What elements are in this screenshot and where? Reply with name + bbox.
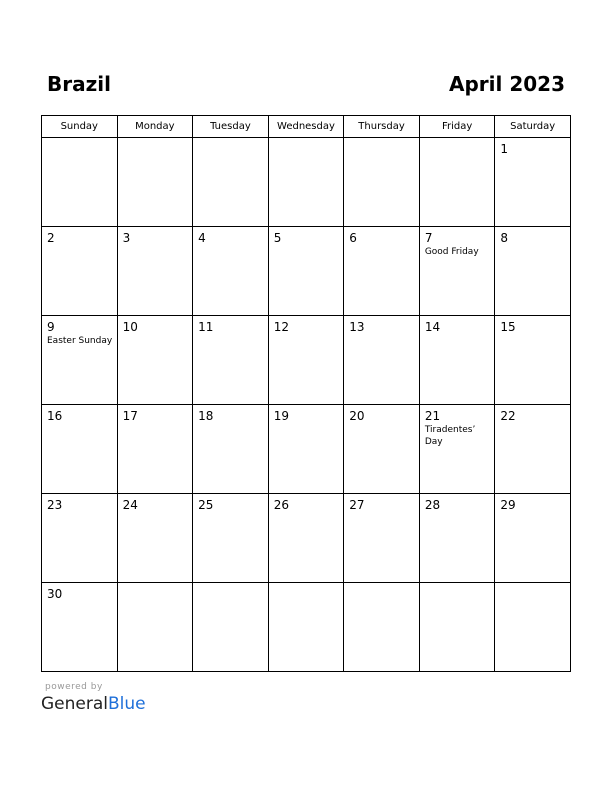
week-row bbox=[42, 227, 571, 316]
footer bbox=[41, 681, 146, 714]
weekday-saturday: Saturday bbox=[495, 116, 571, 138]
day-cell bbox=[117, 583, 193, 672]
day-cell bbox=[419, 583, 495, 672]
day-cell bbox=[419, 227, 495, 316]
generalblue-logo[interactable] bbox=[41, 694, 146, 714]
day-number: 20 bbox=[349, 409, 365, 423]
day-number: 9 bbox=[47, 320, 55, 334]
day-number: 17 bbox=[122, 409, 138, 423]
day-number: 19 bbox=[273, 409, 289, 423]
holiday-label: Tiradentes’ Day bbox=[424, 425, 476, 447]
day-cell bbox=[42, 138, 118, 227]
day-cell bbox=[419, 494, 495, 583]
weekday-thursday: Thursday bbox=[344, 116, 420, 138]
day-number: 2 bbox=[47, 231, 55, 245]
day-number: 13 bbox=[349, 320, 365, 334]
day-number: 16 bbox=[47, 409, 63, 423]
weekday-friday: Friday bbox=[419, 116, 495, 138]
week-row bbox=[42, 405, 571, 494]
day-number: 3 bbox=[122, 231, 131, 245]
day-cell bbox=[42, 583, 118, 672]
day-number: 10 bbox=[122, 320, 138, 334]
powered-by-text: powered by bbox=[45, 682, 103, 692]
day-number: 30 bbox=[47, 587, 63, 601]
day-number: 28 bbox=[424, 498, 441, 512]
calendar-body bbox=[42, 138, 571, 672]
month-year-title: April 2023 bbox=[449, 72, 565, 96]
day-number: 1 bbox=[500, 142, 509, 156]
day-cell bbox=[344, 138, 420, 227]
day-number: 4 bbox=[198, 231, 206, 245]
day-cell bbox=[344, 405, 420, 494]
day-cell bbox=[268, 405, 344, 494]
day-cell bbox=[268, 583, 344, 672]
day-number: 18 bbox=[198, 409, 214, 423]
holiday-label: Good Friday bbox=[424, 247, 479, 257]
week-row bbox=[42, 583, 571, 672]
day-cell bbox=[193, 227, 269, 316]
week-row bbox=[42, 316, 571, 405]
weekday-sunday: Sunday bbox=[42, 116, 118, 138]
day-cell bbox=[42, 227, 118, 316]
week-row bbox=[42, 138, 571, 227]
day-cell bbox=[268, 138, 344, 227]
day-number: 5 bbox=[273, 231, 282, 245]
day-cell bbox=[419, 316, 495, 405]
day-number: 25 bbox=[198, 498, 214, 512]
day-cell bbox=[495, 405, 571, 494]
day-cell bbox=[344, 227, 420, 316]
brand-blue: Blue bbox=[108, 694, 146, 714]
day-cell bbox=[42, 494, 118, 583]
day-number: 11 bbox=[198, 320, 214, 334]
day-cell bbox=[419, 405, 495, 494]
day-cell bbox=[344, 316, 420, 405]
day-cell bbox=[268, 227, 344, 316]
day-cell bbox=[117, 316, 193, 405]
calendar-grid bbox=[41, 115, 571, 672]
day-cell bbox=[495, 583, 571, 672]
day-cell bbox=[268, 494, 344, 583]
day-number: 14 bbox=[424, 320, 441, 334]
day-number: 6 bbox=[349, 231, 357, 245]
holiday-label: Easter Sunday bbox=[47, 336, 113, 346]
day-number: 23 bbox=[47, 498, 63, 512]
weekday-header-row bbox=[42, 116, 571, 138]
day-number: 15 bbox=[500, 320, 516, 334]
day-cell bbox=[419, 138, 495, 227]
day-number: 24 bbox=[122, 498, 138, 512]
day-number: 12 bbox=[273, 320, 289, 334]
day-cell bbox=[344, 583, 420, 672]
day-cell bbox=[495, 138, 571, 227]
day-cell bbox=[495, 227, 571, 316]
day-cell bbox=[495, 316, 571, 405]
brand-general: General bbox=[41, 694, 108, 714]
weekday-monday: Monday bbox=[117, 116, 193, 138]
day-cell bbox=[117, 405, 193, 494]
day-cell bbox=[268, 316, 344, 405]
day-cell bbox=[193, 583, 269, 672]
day-cell bbox=[42, 405, 118, 494]
country-title: Brazil bbox=[47, 72, 111, 96]
day-cell bbox=[193, 405, 269, 494]
day-number: 22 bbox=[500, 409, 516, 423]
day-cell bbox=[42, 316, 118, 405]
day-cell bbox=[193, 316, 269, 405]
day-number: 8 bbox=[500, 231, 509, 245]
day-number: 29 bbox=[500, 498, 516, 512]
day-number: 26 bbox=[273, 498, 289, 512]
day-cell bbox=[495, 494, 571, 583]
day-number: 27 bbox=[349, 498, 365, 512]
day-number: 21 bbox=[424, 409, 441, 423]
day-cell bbox=[117, 227, 193, 316]
day-cell bbox=[117, 138, 193, 227]
day-number: 7 bbox=[424, 231, 433, 245]
day-cell bbox=[344, 494, 420, 583]
weekday-wednesday: Wednesday bbox=[268, 116, 344, 138]
day-cell bbox=[193, 138, 269, 227]
week-row bbox=[42, 494, 571, 583]
weekday-tuesday: Tuesday bbox=[193, 116, 269, 138]
day-cell bbox=[193, 494, 269, 583]
day-cell bbox=[117, 494, 193, 583]
